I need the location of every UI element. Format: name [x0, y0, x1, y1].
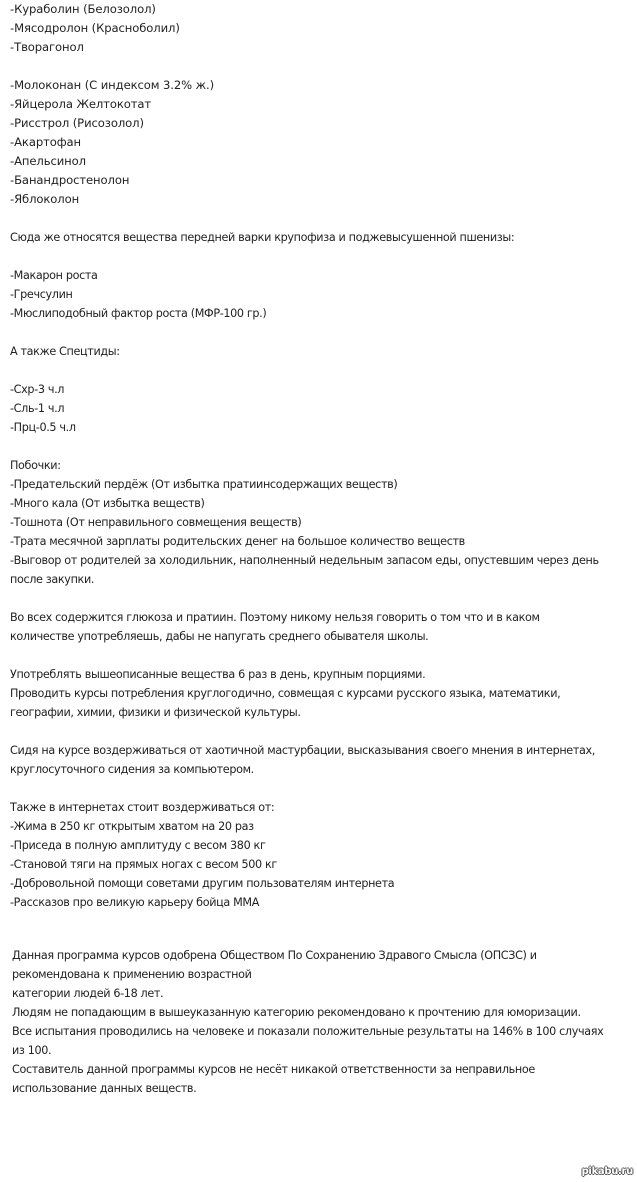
list-item: -Рассказов про великую карьеру бойца ММА — [10, 896, 260, 909]
list-item: -Мюслиподобный фактор роста (МФР-100 гр.) — [10, 307, 267, 320]
paragraph-line: Все испытания проводились на человеке и показали положительные результаты на 146% в 100 случаях — [12, 1025, 604, 1038]
list-item: -Тошнота (От неправильного совмещения веществ) — [10, 516, 302, 529]
glucose-paragraph — [10, 608, 630, 646]
paragraph-line: количестве употребляешь, дабы не напугать среднего обывателя школы. — [10, 630, 429, 643]
list-item: -Яблоколон — [10, 192, 80, 206]
internet-section — [10, 798, 630, 912]
paragraph-line: рекомендована к применению возрастной — [12, 968, 252, 981]
disclaimer-section — [12, 946, 632, 1098]
side-effects-section — [10, 456, 630, 589]
substance-list-1 — [10, 0, 630, 57]
related-paragraph: Сюда же относятся вещества передней варки крупофиза и поджевысушенной пшенизы: — [10, 231, 515, 244]
list-item: -Трата месячной зарплаты родительских денег на большое количество веществ — [10, 535, 465, 548]
list-item: -Творагонол — [10, 40, 84, 54]
paragraph-line: категории людей 6-18 лет. — [12, 987, 164, 1000]
list-item: -Много кала (От избытка веществ) — [10, 497, 205, 510]
watermark-logo: pikabu.ru — [581, 1166, 633, 1177]
list-item: -Рисстрол (Рисозолол) — [10, 116, 144, 130]
internet-heading: Также в интернетах стоит воздерживаться от: — [10, 801, 275, 814]
paragraph-line: географии, химии, физики и физической культуры. — [10, 706, 301, 719]
document-body — [10, 0, 630, 912]
list-item: -Апельсинол — [10, 154, 86, 168]
paragraph-line: Данная программа курсов одобрена Обществом По Сохранению Здравого Смысла (ОПСЗС) и — [12, 949, 537, 962]
list-item: -Сль-1 ч.л — [10, 402, 65, 415]
substance-list-4 — [10, 380, 630, 437]
substance-list-2 — [10, 76, 630, 209]
list-item: -Добровольной помощи советами другим пользователям интернета — [10, 877, 395, 890]
list-item: -Жима в 250 кг открытым хватом на 20 раз — [10, 820, 254, 833]
paragraph-line: использование данных веществ. — [12, 1082, 197, 1095]
substance-list-3 — [10, 266, 630, 323]
list-item: -Банандростенолон — [10, 173, 130, 187]
paragraph-line: из 100. — [12, 1044, 52, 1057]
paragraph-line: Сидя на курсе воздерживаться от хаотичной мастурбации, высказывания своего мнения в интернетах, — [10, 744, 595, 757]
list-item: -Кураболин (Белозолол) — [10, 2, 156, 16]
list-item-continuation: после закупки. — [10, 573, 95, 586]
paragraph-line: Во всех содержится глюкоза и пратиин. Поэтому никому нельзя говорить о том что и в каком — [10, 611, 540, 624]
list-item: -Гречсулин — [10, 288, 73, 301]
paragraph-line: Составитель данной программы курсов не несёт никакой ответственности за неправильное — [12, 1063, 535, 1076]
list-item: -Выговор от родителей за холодильник, наполненный недельным запасом еды, опустевшим через день — [10, 554, 599, 567]
paragraph-line: Проводить курсы потребления круглогодично, совмещая с курсами русского языка, математики, — [10, 687, 561, 700]
spectides-heading: А также Спецтиды: — [10, 345, 120, 358]
list-item: -Макарон роста — [10, 269, 98, 282]
list-item: -Приседа в полную амплитуду с весом 380 кг — [10, 839, 266, 852]
list-item: -Акартофан — [10, 135, 82, 149]
list-item: -Прц-0.5 ч.л — [10, 421, 76, 434]
list-item: -Молоконан (С индексом 3.2% ж.) — [10, 78, 214, 92]
abstain-paragraph — [10, 741, 630, 779]
list-item: -Схр-3 ч.л — [10, 383, 65, 396]
paragraph-line: круглосуточного сидения за компьютером. — [10, 763, 254, 776]
list-item: -Яйцерола Желтокотат — [10, 97, 152, 111]
list-item: -Предательский пердёж (От избытка пратиинсодержащих веществ) — [10, 478, 398, 491]
paragraph-line: Употреблять вышеописанные вещества 6 раз в день, крупным порциями. — [10, 668, 426, 681]
list-item: -Становой тяги на прямых ногах с весом 500 кг — [10, 858, 277, 871]
list-item: -Мясодролон (Красноболил) — [10, 21, 180, 35]
side-effects-heading: Побочки: — [10, 459, 61, 472]
paragraph-line: Людям не попадающим в вышеуказанную категорию рекомендовано к прочтению для юморизации. — [12, 1006, 581, 1019]
usage-paragraph — [10, 665, 630, 722]
